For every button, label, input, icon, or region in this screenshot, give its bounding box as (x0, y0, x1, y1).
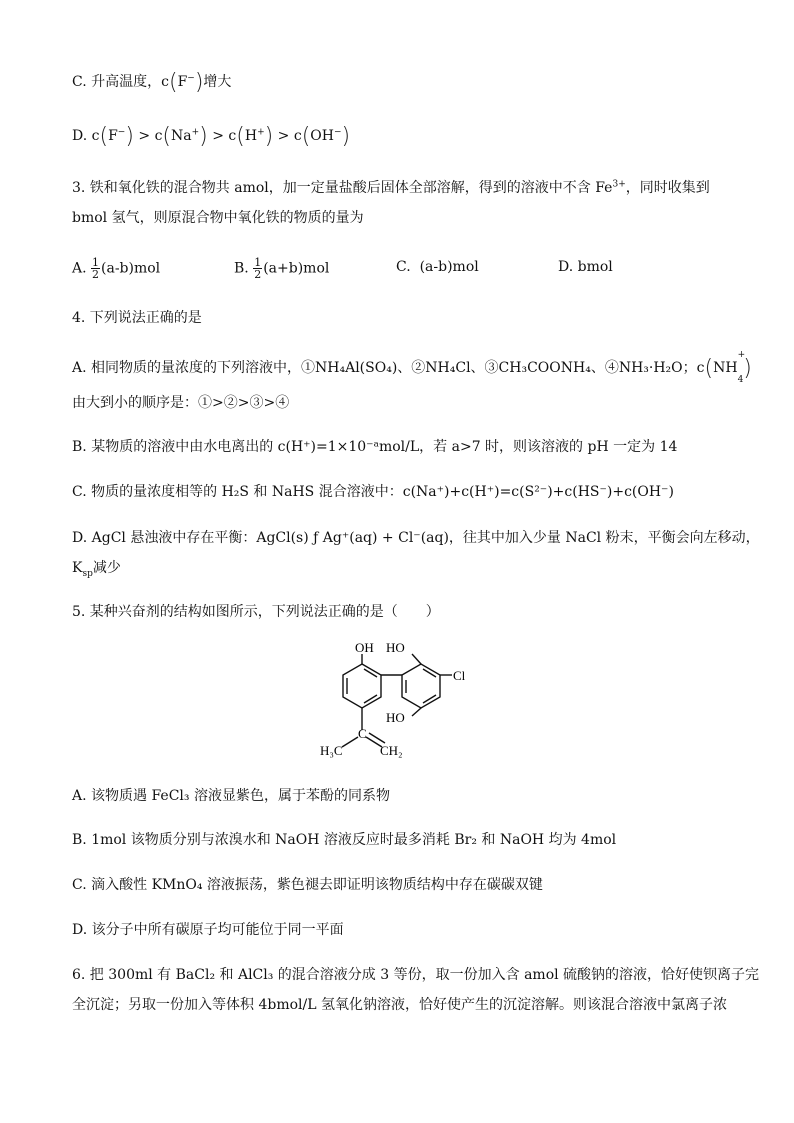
c-label: C (358, 726, 367, 741)
species: F (108, 128, 118, 144)
q6-line1: 6. 把 300ml 有 BaCl₂ 和 AlCl₃ 的混合溶液分成 3 等份，取一份加入含 amol 硫酸钠的溶液，恰好使钡离子完 (72, 967, 760, 983)
species: H (244, 128, 258, 144)
charge: − (187, 73, 195, 84)
q3-stem-line2: bmol 氢气，则原混合物中氧化铁的物质的量为 (72, 210, 364, 226)
q3-option-a: A. $\frac{1}{2}$ (a-b)mol (72, 256, 161, 281)
q3-stem-line1: 3. 铁和氧化铁的混合物共 amol，加一定量盐酸后固体全部溶解，得到的溶液中不含 $Fe^{3+}$，同时收集到 (72, 179, 710, 196)
q4-option-d-line1: D. AgCl 悬浊液中存在平衡：AgCl(s) ƒ Ag⁺(aq) + Cl⁻(aq)，往其中加入少量 NaCl 粉末，平衡会向左移动， (72, 530, 760, 546)
q4-stem: 4. 下列说法正确的是 (72, 310, 202, 326)
fraction: $\frac{1}{2}$ (92, 256, 100, 281)
oh-label: OH (355, 640, 374, 655)
cl-label: Cl (453, 668, 466, 683)
molecule-structure (312, 640, 502, 765)
option-text: 升高温度，c (91, 74, 169, 90)
q3-option-b: B. $\frac{1}{2}$ (a+b)mol (234, 256, 330, 281)
q2-option-c: C. 升高温度，c(F−)增大 (72, 70, 232, 95)
ho-top-label: HO (386, 640, 405, 655)
q3-option-d: D. bmol (558, 259, 613, 275)
species: Na (171, 128, 192, 144)
ch2-label: CH₂ (380, 743, 403, 758)
option-label: C. (72, 74, 87, 90)
species: OH (310, 128, 334, 144)
q4-option-a-line1: A. 相同物质的量浓度的下列溶液中，①NH₄Al(SO₄)、②NH₄Cl、③CH₃COONH₄、④NH₃·H₂O；c(NH + $_4$) (72, 350, 752, 385)
q5-option-c: C. 滴入酸性 KMnO₄ 溶液振荡，紫色褪去即证明该物质结构中存在碳碳双键 (72, 877, 543, 893)
q5-option-d: D. 该分子中所有碳原子均可能位于同一平面 (72, 922, 344, 938)
q4-option-d-line2: $K_{sp}$减少 (72, 560, 121, 579)
q4-option-c: C. 物质的量浓度相等的 H₂S 和 NaHS 混合溶液中：c(Na⁺)+c(H⁺)=c(S²⁻)+c(HS⁻)+c(OH⁻) (72, 484, 674, 500)
q5-stem: 5. 某种兴奋剂的结构如图所示，下列说法正确的是（ ） (72, 604, 440, 620)
ho-bottom-label: HO (386, 710, 405, 725)
q4-option-b: B. 某物质的溶液中由水电离出的 c(H⁺)=1×10⁻ᵃmol/L，若 a>7 时，则该溶液的 pH 一定为 14 (72, 439, 678, 455)
species: F (177, 74, 188, 90)
species: NH (713, 360, 738, 376)
q2-option-d: D. c(F−) > c(Na+) > c(H+) > c(OH−) (72, 124, 351, 149)
fraction: $\frac{1}{2}$ (254, 256, 262, 281)
option-label: D. (72, 128, 88, 144)
q6-line2: 全沉淀；另取一份加入等体积 4bmol/L 氢氧化钠溶液，恰好使产生的沉淀溶解。则该混合溶液中氯离子浓 (72, 997, 727, 1013)
option-text: 增大 (203, 74, 232, 90)
h3c-label: H₃C (320, 743, 343, 758)
q4-option-a-line2: 由大到小的顺序是：①>②>③>④ (72, 395, 290, 411)
q5-option-b: B. 1mol 该物质分别与浓溴水和 NaOH 溶液反应时最多消耗 Br₂ 和 NaOH 均为 4mol (72, 832, 617, 848)
left-benzene-ring (343, 664, 381, 708)
q5-option-a: A. 该物质遇 FeCl₃ 溶液显紫色，属于苯酚的同系物 (72, 788, 390, 804)
right-benzene-ring (402, 664, 440, 708)
q3-option-c: C. (a-b)mol (396, 259, 479, 275)
